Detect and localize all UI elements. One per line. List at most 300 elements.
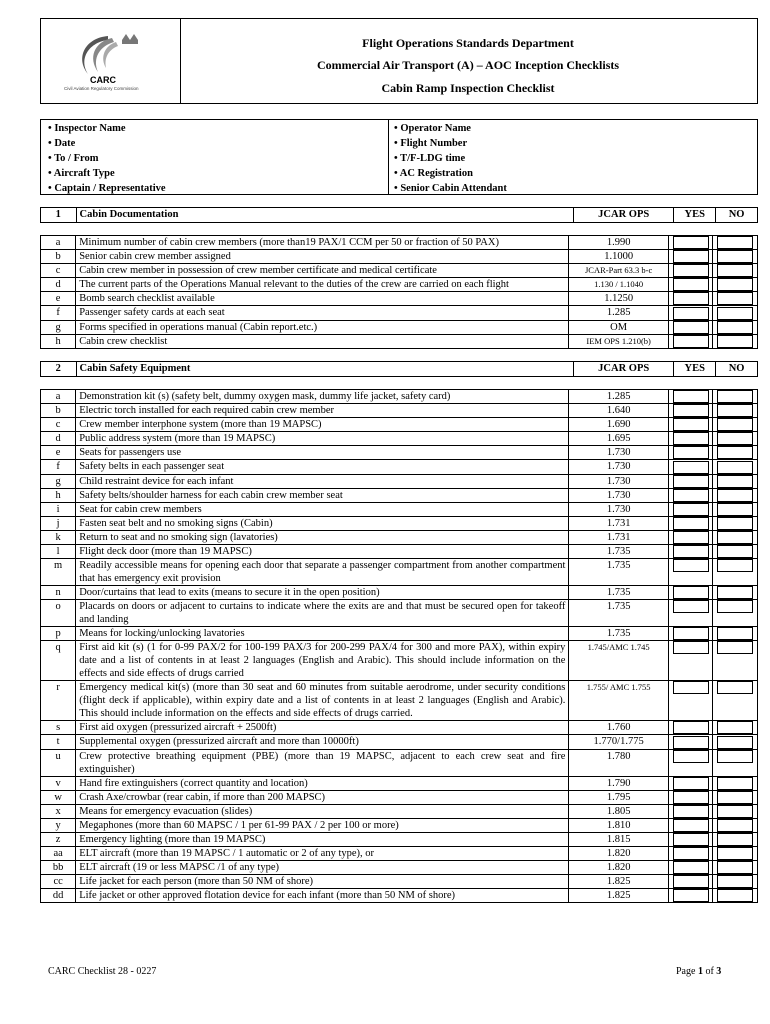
yes-cell	[668, 875, 713, 889]
item-id: e	[41, 446, 76, 460]
item-ref: 1.730	[569, 474, 668, 488]
no-cell	[713, 545, 758, 559]
item-text: Public address system (more than 19 MAPSC)	[76, 432, 569, 446]
item-text: Minimum number of cabin crew members (more than19 PAX/1 CCM per 50 or fraction of 50 PAX)	[76, 236, 569, 250]
table-row	[41, 681, 758, 721]
yes-cell	[668, 627, 713, 641]
item-id: p	[41, 627, 76, 641]
yes-checkbox[interactable]	[673, 264, 709, 277]
table-row	[41, 320, 758, 334]
yes-cell	[668, 460, 713, 474]
yes-cell	[668, 390, 713, 404]
no-checkbox[interactable]	[717, 335, 753, 348]
no-checkbox[interactable]	[717, 489, 753, 502]
item-ref: 1.730	[569, 488, 668, 502]
yes-cell	[668, 721, 713, 735]
item-text: First aid kit (s) (1 for 0-99 PAX/2 for 100-199 PAX/3 for 200-299 PAX/4 for 300 and more PAX), within expiry date and a list of contents in at least 2 languages (English and Arabic). This should include information on the effects and side effects of drugs carried	[76, 641, 569, 681]
no-checkbox[interactable]	[717, 321, 753, 334]
no-cell	[713, 875, 758, 889]
yes-checkbox[interactable]	[673, 531, 709, 544]
yes-checkbox[interactable]	[673, 681, 709, 694]
table-row	[41, 776, 758, 790]
item-ref: 1.695	[569, 432, 668, 446]
item-id: d	[41, 432, 76, 446]
no-checkbox[interactable]	[717, 264, 753, 277]
info-ac-registration: • AC Registration	[394, 166, 507, 181]
info-inspector-name: • Inspector Name	[48, 121, 166, 136]
item-id: z	[41, 832, 76, 846]
section-1-header	[40, 207, 758, 223]
item-ref: 1.730	[569, 446, 668, 460]
no-cell	[713, 488, 758, 502]
item-ref: 1.690	[569, 418, 668, 432]
yes-cell	[668, 790, 713, 804]
table-row	[41, 721, 758, 735]
no-cell	[713, 559, 758, 586]
yes-checkbox[interactable]	[673, 559, 709, 572]
item-ref: 1.731	[569, 516, 668, 530]
table-row	[41, 446, 758, 460]
no-checkbox[interactable]	[717, 545, 753, 558]
yes-cell	[668, 889, 713, 903]
yes-checkbox[interactable]	[673, 404, 709, 417]
table-row	[41, 545, 758, 559]
yes-checkbox[interactable]	[673, 847, 709, 860]
yes-checkbox[interactable]	[673, 721, 709, 734]
section-2-items	[40, 389, 758, 903]
yes-cell	[668, 474, 713, 488]
item-ref: 1.815	[569, 832, 668, 846]
yes-checkbox[interactable]	[673, 292, 709, 305]
yes-checkbox[interactable]	[673, 833, 709, 846]
table-row	[41, 889, 758, 903]
table-row	[41, 735, 758, 749]
yes-cell	[668, 502, 713, 516]
footer-page-number	[676, 966, 721, 977]
no-checkbox[interactable]	[717, 446, 753, 459]
yes-checkbox[interactable]	[673, 861, 709, 874]
table-row	[41, 846, 758, 860]
no-checkbox[interactable]	[717, 600, 753, 613]
no-cell	[713, 818, 758, 832]
item-id: c	[41, 264, 76, 278]
table-row	[41, 627, 758, 641]
item-text: Bomb search checklist available	[76, 292, 569, 306]
yes-checkbox[interactable]	[673, 819, 709, 832]
no-checkbox[interactable]	[717, 681, 753, 694]
yes-cell	[668, 278, 713, 292]
info-senior-cabin-attendant: • Senior Cabin Attendant	[394, 181, 507, 196]
item-ref: 1.810	[569, 818, 668, 832]
yes-checkbox[interactable]	[673, 545, 709, 558]
yes-checkbox[interactable]	[673, 236, 709, 249]
yes-cell	[668, 681, 713, 721]
item-text: Means for emergency evacuation (slides)	[76, 804, 569, 818]
table-row	[41, 334, 758, 348]
no-checkbox[interactable]	[717, 292, 753, 305]
no-checkbox[interactable]	[717, 432, 753, 445]
item-text: Forms specified in operations manual (Cabin report.etc.)	[76, 320, 569, 334]
item-id: f	[41, 306, 76, 320]
no-cell	[713, 264, 758, 278]
item-ref: 1.755/ AMC 1.755	[569, 681, 668, 721]
item-text: Door/curtains that lead to exits (means to secure it in the open position)	[76, 586, 569, 600]
header-subtitle: Commercial Air Transport (A) – AOC Inception Checklists	[316, 58, 620, 72]
item-ref: 1.760	[569, 721, 668, 735]
yes-cell	[668, 292, 713, 306]
item-text: Child restraint device for each infant	[76, 474, 569, 488]
page-prefix: Page	[676, 966, 698, 977]
no-cell	[713, 600, 758, 627]
no-cell	[713, 516, 758, 530]
no-checkbox[interactable]	[717, 819, 753, 832]
item-id: h	[41, 488, 76, 502]
no-checkbox[interactable]	[717, 847, 753, 860]
item-ref: 1.735	[569, 545, 668, 559]
yes-checkbox[interactable]	[673, 250, 709, 263]
no-checkbox[interactable]	[717, 559, 753, 572]
yes-checkbox[interactable]	[673, 791, 709, 804]
yes-checkbox[interactable]	[673, 641, 709, 654]
item-ref: 1.990	[569, 236, 668, 250]
item-id: e	[41, 292, 76, 306]
yes-cell	[668, 250, 713, 264]
item-ref: OM	[569, 320, 668, 334]
item-text: ELT aircraft (19 or less MAPSC /1 of any type)	[76, 861, 569, 875]
item-ref: 1.790	[569, 776, 668, 790]
no-cell	[713, 474, 758, 488]
no-checkbox[interactable]	[717, 875, 753, 888]
info-operator-name: • Operator Name	[394, 121, 507, 136]
footer-checklist-id: CARC Checklist 28 - 0227	[48, 966, 157, 977]
table-row	[41, 600, 758, 627]
item-ref: 1.285	[569, 390, 668, 404]
no-checkbox[interactable]	[717, 641, 753, 654]
no-checkbox[interactable]	[717, 805, 753, 818]
no-checkbox[interactable]	[717, 889, 753, 902]
table-row	[41, 460, 758, 474]
item-text: Safety belts/shoulder harness for each cabin crew member seat	[76, 488, 569, 502]
yes-checkbox[interactable]	[673, 307, 709, 320]
table-row	[41, 875, 758, 889]
item-text: Safety belts in each passenger seat	[76, 460, 569, 474]
no-checkbox[interactable]	[717, 791, 753, 804]
yes-checkbox[interactable]	[673, 805, 709, 818]
yes-cell	[668, 306, 713, 320]
item-ref: 1.825	[569, 875, 668, 889]
item-text: Life jacket or other approved flotation device for each infant (more than 50 NM of shore)	[76, 889, 569, 903]
yes-cell	[668, 432, 713, 446]
item-id: c	[41, 418, 76, 432]
item-text: Megaphones (more than 60 MAPSC / 1 per 61-99 PAX / 2 per 100 or more)	[76, 818, 569, 832]
no-cell	[713, 334, 758, 348]
item-ref: 1.745/AMC 1.745	[569, 641, 668, 681]
yes-cell	[668, 818, 713, 832]
no-cell	[713, 721, 758, 735]
no-cell	[713, 586, 758, 600]
item-id: q	[41, 641, 76, 681]
table-row	[41, 861, 758, 875]
no-checkbox[interactable]	[717, 861, 753, 874]
table-row	[41, 236, 758, 250]
item-id: b	[41, 250, 76, 264]
item-id: cc	[41, 875, 76, 889]
yes-checkbox[interactable]	[673, 418, 709, 431]
carc-logo	[60, 28, 160, 96]
item-id: f	[41, 460, 76, 474]
no-checkbox[interactable]	[717, 307, 753, 320]
no-checkbox[interactable]	[717, 833, 753, 846]
item-text: Passenger safety cards at each seat	[76, 306, 569, 320]
yes-checkbox[interactable]	[673, 736, 709, 749]
item-ref: 1.730	[569, 502, 668, 516]
no-cell	[713, 418, 758, 432]
no-cell	[713, 306, 758, 320]
table-row	[41, 790, 758, 804]
no-checkbox[interactable]	[717, 278, 753, 291]
yes-header: YES	[674, 362, 716, 377]
no-cell	[713, 749, 758, 776]
yes-cell	[668, 545, 713, 559]
item-id: d	[41, 278, 76, 292]
item-id: w	[41, 790, 76, 804]
header-department: Flight Operations Standards Department	[362, 36, 574, 50]
item-text: Emergency medical kit(s) (more than 30 seat and 60 minutes from suitable aerodrome, under security conditions (flight deck if applicable), within expiry date and a list of contents in at least 2 languages (English and Arabic). This should include information on the effects and side effects of drugs carried.	[76, 681, 569, 721]
no-cell	[713, 641, 758, 681]
yes-cell	[668, 600, 713, 627]
no-checkbox[interactable]	[717, 586, 753, 599]
item-text: Crash Axe/crowbar (rear cabin, if more than 200 MAPSC)	[76, 790, 569, 804]
no-cell	[713, 390, 758, 404]
item-id: v	[41, 776, 76, 790]
item-text: Crew protective breathing equipment (PBE) (more than 19 MAPSC, adjacent to each crew seat and fire extinguisher)	[76, 749, 569, 776]
item-ref: 1.735	[569, 586, 668, 600]
no-checkbox[interactable]	[717, 627, 753, 640]
item-ref: 1.1250	[569, 292, 668, 306]
item-ref: 1.640	[569, 404, 668, 418]
yes-checkbox[interactable]	[673, 600, 709, 613]
yes-checkbox[interactable]	[673, 503, 709, 516]
no-cell	[713, 776, 758, 790]
item-id: aa	[41, 846, 76, 860]
item-text: First aid oxygen (pressurized aircraft + 2500ft)	[76, 721, 569, 735]
yes-checkbox[interactable]	[673, 390, 709, 403]
no-cell	[713, 861, 758, 875]
item-id: y	[41, 818, 76, 832]
table-row	[41, 749, 758, 776]
item-id: s	[41, 721, 76, 735]
yes-checkbox[interactable]	[673, 517, 709, 530]
yes-checkbox[interactable]	[673, 446, 709, 459]
item-text: Seat for cabin crew members	[76, 502, 569, 516]
no-cell	[713, 627, 758, 641]
item-ref: 1.1000	[569, 250, 668, 264]
item-ref: 1.731	[569, 530, 668, 544]
yes-cell	[668, 586, 713, 600]
table-row	[41, 488, 758, 502]
yes-cell	[668, 776, 713, 790]
no-checkbox[interactable]	[717, 475, 753, 488]
info-date: • Date	[48, 136, 166, 151]
yes-checkbox[interactable]	[673, 321, 709, 334]
item-id: n	[41, 586, 76, 600]
item-ref: 1.735	[569, 559, 668, 586]
table-row	[41, 264, 758, 278]
no-cell	[713, 681, 758, 721]
yes-cell	[668, 641, 713, 681]
yes-checkbox[interactable]	[673, 489, 709, 502]
yes-cell	[668, 404, 713, 418]
item-id: u	[41, 749, 76, 776]
no-header: NO	[716, 362, 758, 377]
item-text: Hand fire extinguishers (correct quantity and location)	[76, 776, 569, 790]
yes-cell	[668, 516, 713, 530]
item-text: ELT aircraft (more than 19 MAPSC / 1 automatic or 2 of any type), or	[76, 846, 569, 860]
no-cell	[713, 832, 758, 846]
item-text: Life jacket for each person (more than 50 NM of shore)	[76, 875, 569, 889]
info-divider	[388, 119, 389, 195]
no-cell	[713, 292, 758, 306]
no-checkbox[interactable]	[717, 461, 753, 474]
item-ref: 1.130 / 1.1040	[569, 278, 668, 292]
table-row	[41, 306, 758, 320]
yes-checkbox[interactable]	[673, 750, 709, 763]
table-row	[41, 516, 758, 530]
table-row	[41, 559, 758, 586]
no-checkbox[interactable]	[717, 418, 753, 431]
logo-subtext: Civil Aviation Regulatory Commission	[64, 86, 139, 91]
yes-cell	[668, 559, 713, 586]
item-text: Cabin crew member in possession of crew member certificate and medical certificate	[76, 264, 569, 278]
yes-checkbox[interactable]	[673, 461, 709, 474]
table-row	[41, 390, 758, 404]
item-id: o	[41, 600, 76, 627]
no-cell	[713, 889, 758, 903]
item-text: Supplemental oxygen (pressurized aircraft and more than 10000ft)	[76, 735, 569, 749]
yes-cell	[668, 735, 713, 749]
ref-header: JCAR OPS	[574, 362, 674, 377]
item-id: j	[41, 516, 76, 530]
yes-cell	[668, 334, 713, 348]
info-to-from: • To / From	[48, 151, 166, 166]
item-ref: 1.795	[569, 790, 668, 804]
no-cell	[713, 320, 758, 334]
table-row	[41, 804, 758, 818]
no-cell	[713, 460, 758, 474]
no-checkbox[interactable]	[717, 517, 753, 530]
item-text: Return to seat and no smoking sign (lavatories)	[76, 530, 569, 544]
no-cell	[713, 530, 758, 544]
no-checkbox[interactable]	[717, 777, 753, 790]
table-row	[41, 278, 758, 292]
no-cell	[713, 278, 758, 292]
info-right	[394, 121, 507, 196]
no-cell	[713, 236, 758, 250]
logo-text: CARC	[90, 75, 116, 85]
item-text: Emergency lighting (more than 19 MAPSC)	[76, 832, 569, 846]
no-checkbox[interactable]	[717, 236, 753, 249]
ref-header: JCAR OPS	[574, 208, 674, 223]
no-checkbox[interactable]	[717, 736, 753, 749]
item-text: Demonstration kit (s) (safety belt, dummy oxygen mask, dummy life jacket, safety card)	[76, 390, 569, 404]
yes-checkbox[interactable]	[673, 875, 709, 888]
yes-checkbox[interactable]	[673, 777, 709, 790]
table-row	[41, 641, 758, 681]
no-cell	[713, 446, 758, 460]
item-text: Senior cabin crew member assigned	[76, 250, 569, 264]
item-id: h	[41, 334, 76, 348]
section-title: Cabin Documentation	[76, 208, 574, 223]
yes-cell	[668, 804, 713, 818]
no-checkbox[interactable]	[717, 404, 753, 417]
item-id: a	[41, 390, 76, 404]
table-row	[41, 818, 758, 832]
no-checkbox[interactable]	[717, 721, 753, 734]
yes-checkbox[interactable]	[673, 627, 709, 640]
info-captain: • Captain / Representative	[48, 181, 166, 196]
item-ref: 1.825	[569, 889, 668, 903]
item-id: x	[41, 804, 76, 818]
no-cell	[713, 846, 758, 860]
no-cell	[713, 432, 758, 446]
no-cell	[713, 404, 758, 418]
item-ref: 1.805	[569, 804, 668, 818]
no-cell	[713, 804, 758, 818]
yes-cell	[668, 418, 713, 432]
no-checkbox[interactable]	[717, 390, 753, 403]
yes-cell	[668, 236, 713, 250]
yes-checkbox[interactable]	[673, 335, 709, 348]
page-title: Cabin Ramp Inspection Checklist	[381, 81, 555, 95]
table-row	[41, 250, 758, 264]
yes-cell	[668, 320, 713, 334]
yes-cell	[668, 264, 713, 278]
item-ref: 1.735	[569, 627, 668, 641]
no-checkbox[interactable]	[717, 503, 753, 516]
item-id: i	[41, 502, 76, 516]
yes-header: YES	[674, 208, 716, 223]
yes-checkbox[interactable]	[673, 889, 709, 902]
item-ref: 1.285	[569, 306, 668, 320]
info-flight-number: • Flight Number	[394, 136, 507, 151]
no-cell	[713, 502, 758, 516]
no-checkbox[interactable]	[717, 750, 753, 763]
item-ref: 1.770/1.775	[569, 735, 668, 749]
yes-checkbox[interactable]	[673, 475, 709, 488]
no-checkbox[interactable]	[717, 531, 753, 544]
item-id: m	[41, 559, 76, 586]
yes-checkbox[interactable]	[673, 432, 709, 445]
section-number: 2	[41, 362, 77, 377]
no-checkbox[interactable]	[717, 250, 753, 263]
yes-checkbox[interactable]	[673, 278, 709, 291]
yes-cell	[668, 749, 713, 776]
item-id: k	[41, 530, 76, 544]
table-row	[41, 474, 758, 488]
yes-checkbox[interactable]	[673, 586, 709, 599]
item-text: The current parts of the Operations Manual relevant to the duties of the crew are carried on each flight	[76, 278, 569, 292]
item-text: Placards on doors or adjacent to curtains to indicate where the exits are and that must be secured open for takeoff and landing	[76, 600, 569, 627]
yes-cell	[668, 446, 713, 460]
item-id: g	[41, 320, 76, 334]
table-row	[41, 418, 758, 432]
no-cell	[713, 735, 758, 749]
item-text: Fasten seat belt and no smoking signs (Cabin)	[76, 516, 569, 530]
item-id: bb	[41, 861, 76, 875]
item-ref: IEM OPS 1.210(b)	[569, 334, 668, 348]
page-total: 3	[716, 966, 722, 977]
item-ref: JCAR-Part 63.3 b-c	[569, 264, 668, 278]
